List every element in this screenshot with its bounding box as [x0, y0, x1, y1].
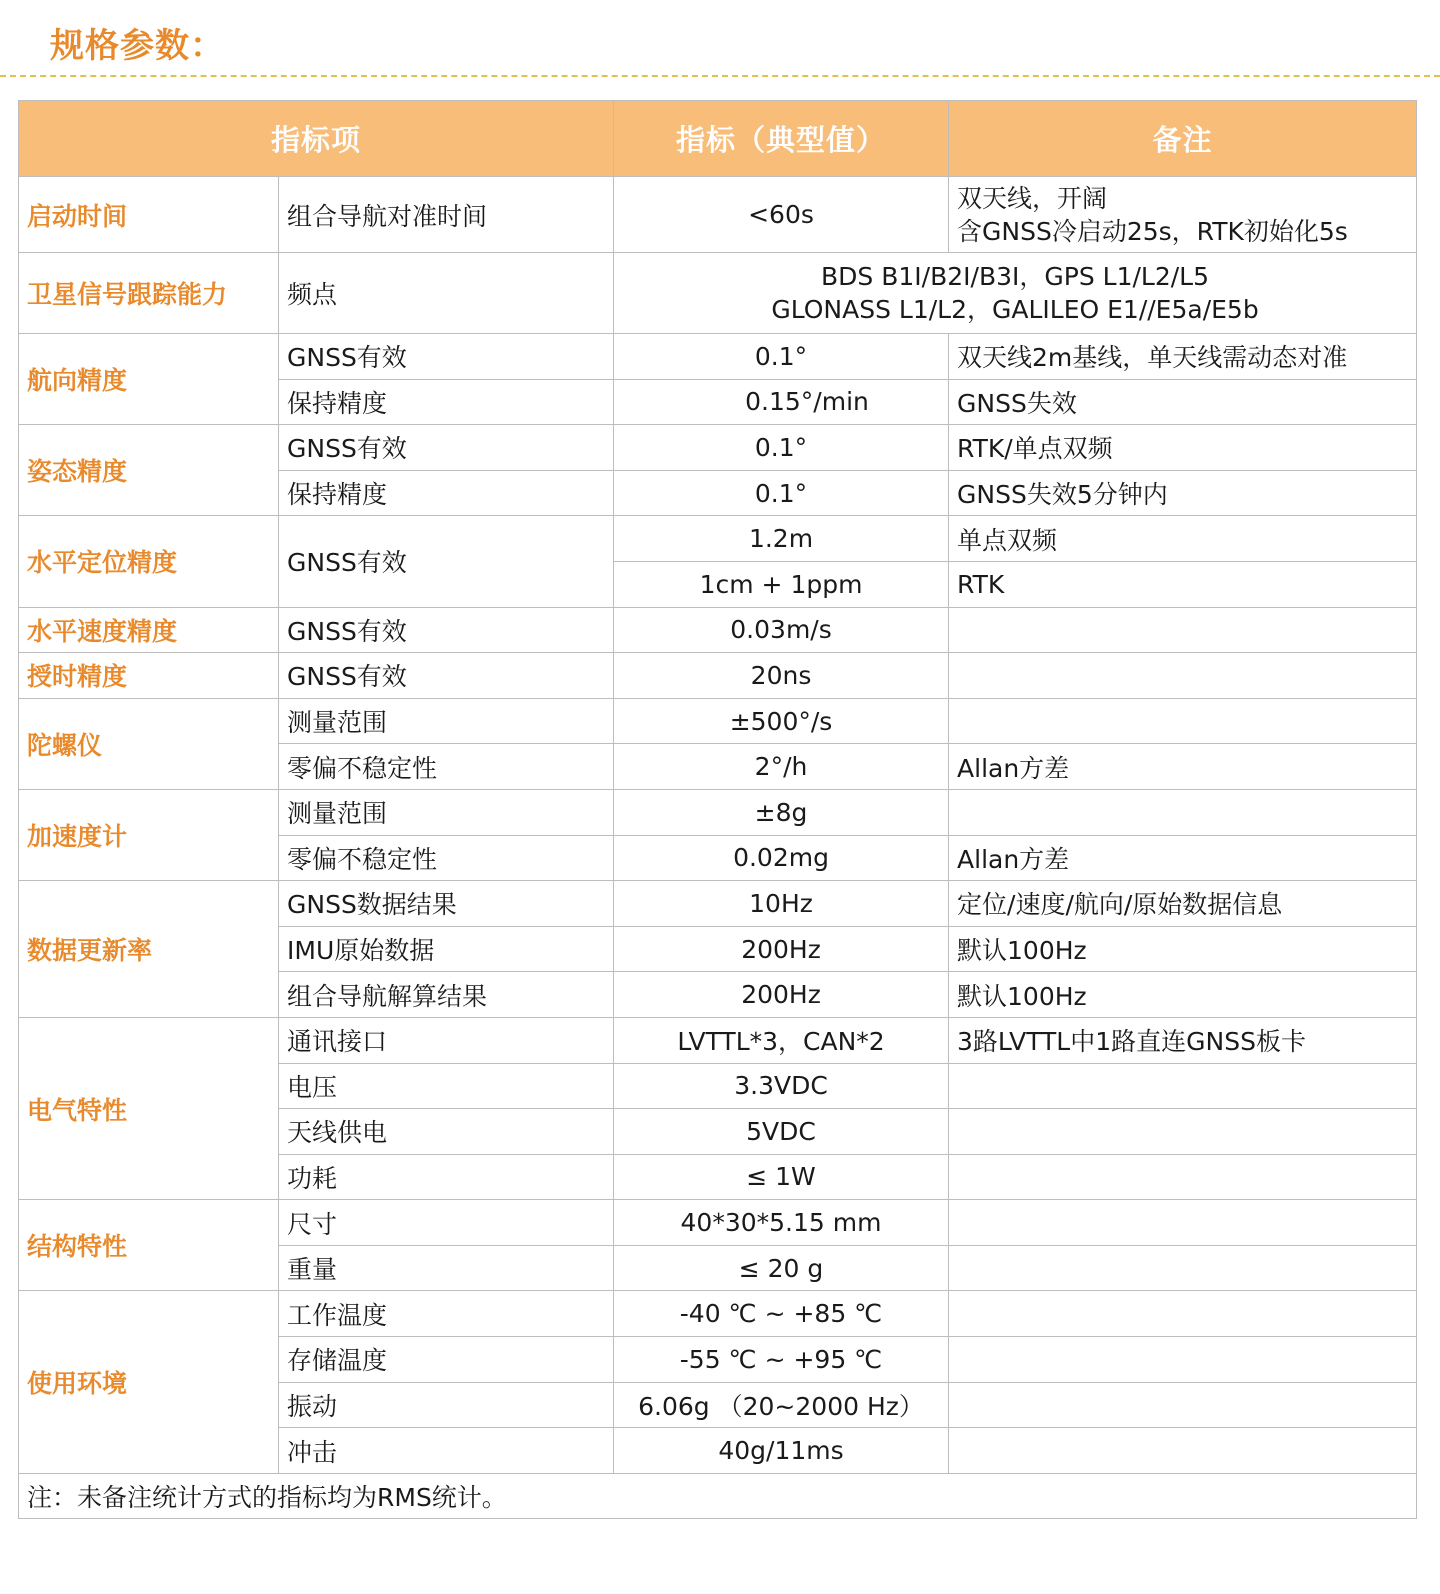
note-cell: GNSS失效 — [949, 379, 1417, 425]
note-cell: 默认100Hz — [949, 926, 1417, 972]
value-cell: <60s — [614, 177, 949, 253]
value-cell: ≤ 20 g — [614, 1245, 949, 1291]
note-cell — [949, 1337, 1417, 1383]
note-cell: RTK — [949, 561, 1417, 607]
item-cell: GNSS有效 — [279, 334, 614, 380]
category-cell: 结构特性 — [19, 1200, 279, 1291]
value-cell: 2°/h — [614, 744, 949, 790]
item-cell: 保持精度 — [279, 470, 614, 516]
table-row — [19, 881, 1417, 927]
value-cell: 10Hz — [614, 881, 949, 927]
table-row — [19, 789, 1417, 835]
category-cell: 电气特性 — [19, 1017, 279, 1199]
item-cell: 频点 — [279, 253, 614, 334]
note-cell — [949, 177, 1417, 253]
value-cell: ≤ 1W — [614, 1154, 949, 1200]
note-cell: Allan方差 — [949, 744, 1417, 790]
item-cell: GNSS数据结果 — [279, 881, 614, 927]
table-row — [19, 607, 1417, 653]
note-cell — [949, 698, 1417, 744]
value-cell: 1cm + 1ppm — [614, 561, 949, 607]
category-cell: 数据更新率 — [19, 881, 279, 1018]
category-cell: 授时精度 — [19, 653, 279, 699]
table-row — [19, 1200, 1417, 1246]
footnote-row — [19, 1473, 1417, 1519]
value-cell: 0.1° — [614, 470, 949, 516]
footnote: 注：未备注统计方式的指标均为RMS统计。 — [19, 1473, 1417, 1519]
item-cell: 测量范围 — [279, 789, 614, 835]
note-cell — [949, 1291, 1417, 1337]
note-cell: 默认100Hz — [949, 972, 1417, 1018]
value-cell: 20ns — [614, 653, 949, 699]
item-cell: 存储温度 — [279, 1337, 614, 1383]
note-cell — [949, 789, 1417, 835]
item-cell: 尺寸 — [279, 1200, 614, 1246]
note-cell — [949, 1382, 1417, 1428]
value-cell: 5VDC — [614, 1109, 949, 1155]
category-cell: 水平速度精度 — [19, 607, 279, 653]
category-cell: 水平定位精度 — [19, 516, 279, 607]
item-cell: 天线供电 — [279, 1109, 614, 1155]
value-cell: 0.15°/min — [614, 379, 949, 425]
value-cell: 0.1° — [614, 334, 949, 380]
note-cell: 定位/速度/航向/原始数据信息 — [949, 881, 1417, 927]
table-row — [19, 253, 1417, 334]
item-cell: 冲击 — [279, 1428, 614, 1474]
value-cell: 6.06g （20~2000 Hz） — [614, 1382, 949, 1428]
value-cell: -55 ℃ ~ +95 ℃ — [614, 1337, 949, 1383]
value-cell: ±8g — [614, 789, 949, 835]
note-cell — [949, 1200, 1417, 1246]
value-cell: 1.2m — [614, 516, 949, 562]
value-line: BDS B1I/B2I/B3I，GPS L1/L2/L5 — [821, 262, 1209, 291]
note-cell: GNSS失效5分钟内 — [949, 470, 1417, 516]
table-header-row — [19, 101, 1417, 177]
note-cell: Allan方差 — [949, 835, 1417, 881]
item-cell: 功耗 — [279, 1154, 614, 1200]
item-cell: IMU原始数据 — [279, 926, 614, 972]
header-value: 指标（典型值） — [614, 101, 949, 177]
value-cell: -40 ℃ ~ +85 ℃ — [614, 1291, 949, 1337]
table-row — [19, 425, 1417, 471]
note-cell — [949, 1154, 1417, 1200]
table-row — [19, 1291, 1417, 1337]
note-cell: RTK/单点双频 — [949, 425, 1417, 471]
value-cell: 0.02mg — [614, 835, 949, 881]
note-line: 含GNSS冷启动25s，RTK初始化5s — [957, 216, 1348, 246]
category-cell: 卫星信号跟踪能力 — [19, 253, 279, 334]
category-cell: 使用环境 — [19, 1291, 279, 1473]
category-cell: 加速度计 — [19, 789, 279, 880]
item-cell: 零偏不稳定性 — [279, 744, 614, 790]
note-cell — [949, 1428, 1417, 1474]
table-row — [19, 334, 1417, 380]
value-line: GLONASS L1/L2，GALILEO E1//E5a/E5b — [771, 295, 1259, 324]
note-cell: 单点双频 — [949, 516, 1417, 562]
item-cell: 测量范围 — [279, 698, 614, 744]
value-cell: 200Hz — [614, 926, 949, 972]
item-cell: 振动 — [279, 1382, 614, 1428]
spec-table — [18, 100, 1417, 1519]
note-cell: 3路LVTTL中1路直连GNSS板卡 — [949, 1017, 1417, 1063]
note-cell: 双天线2m基线，单天线需动态对准 — [949, 334, 1417, 380]
item-cell: GNSS有效 — [279, 425, 614, 471]
item-cell: 重量 — [279, 1245, 614, 1291]
table-row — [19, 1017, 1417, 1063]
item-cell: 电压 — [279, 1063, 614, 1109]
item-cell: GNSS有效 — [279, 653, 614, 699]
value-cell: 40*30*5.15 mm — [614, 1200, 949, 1246]
value-cell: 0.1° — [614, 425, 949, 471]
header-item: 指标项 — [19, 101, 614, 177]
value-cell: LVTTL*3，CAN*2 — [614, 1017, 949, 1063]
item-cell: 零偏不稳定性 — [279, 835, 614, 881]
page-title: 规格参数： — [50, 26, 225, 66]
table-row — [19, 177, 1417, 253]
category-cell: 陀螺仪 — [19, 698, 279, 789]
item-cell: 工作温度 — [279, 1291, 614, 1337]
note-cell — [949, 607, 1417, 653]
value-cell: 40g/11ms — [614, 1428, 949, 1474]
item-cell: 通讯接口 — [279, 1017, 614, 1063]
header-note: 备注 — [949, 101, 1417, 177]
note-cell — [949, 1245, 1417, 1291]
value-cell: 3.3VDC — [614, 1063, 949, 1109]
category-cell: 航向精度 — [19, 334, 279, 425]
item-cell: 组合导航对准时间 — [279, 177, 614, 253]
category-cell: 姿态精度 — [19, 425, 279, 516]
table-row — [19, 698, 1417, 744]
table-row — [19, 653, 1417, 699]
value-cell: 0.03m/s — [614, 607, 949, 653]
note-cell — [949, 653, 1417, 699]
item-cell: GNSS有效 — [279, 607, 614, 653]
category-cell: 启动时间 — [19, 177, 279, 253]
note-line: 双天线，开阔 — [957, 183, 1108, 213]
item-cell: 保持精度 — [279, 379, 614, 425]
title-divider — [0, 75, 1440, 77]
note-cell — [949, 1109, 1417, 1155]
item-cell: GNSS有效 — [279, 516, 614, 607]
note-cell — [949, 1063, 1417, 1109]
value-cell: 200Hz — [614, 972, 949, 1018]
value-cell — [614, 253, 1417, 334]
item-cell: 组合导航解算结果 — [279, 972, 614, 1018]
table-row — [19, 516, 1417, 562]
value-cell: ±500°/s — [614, 698, 949, 744]
